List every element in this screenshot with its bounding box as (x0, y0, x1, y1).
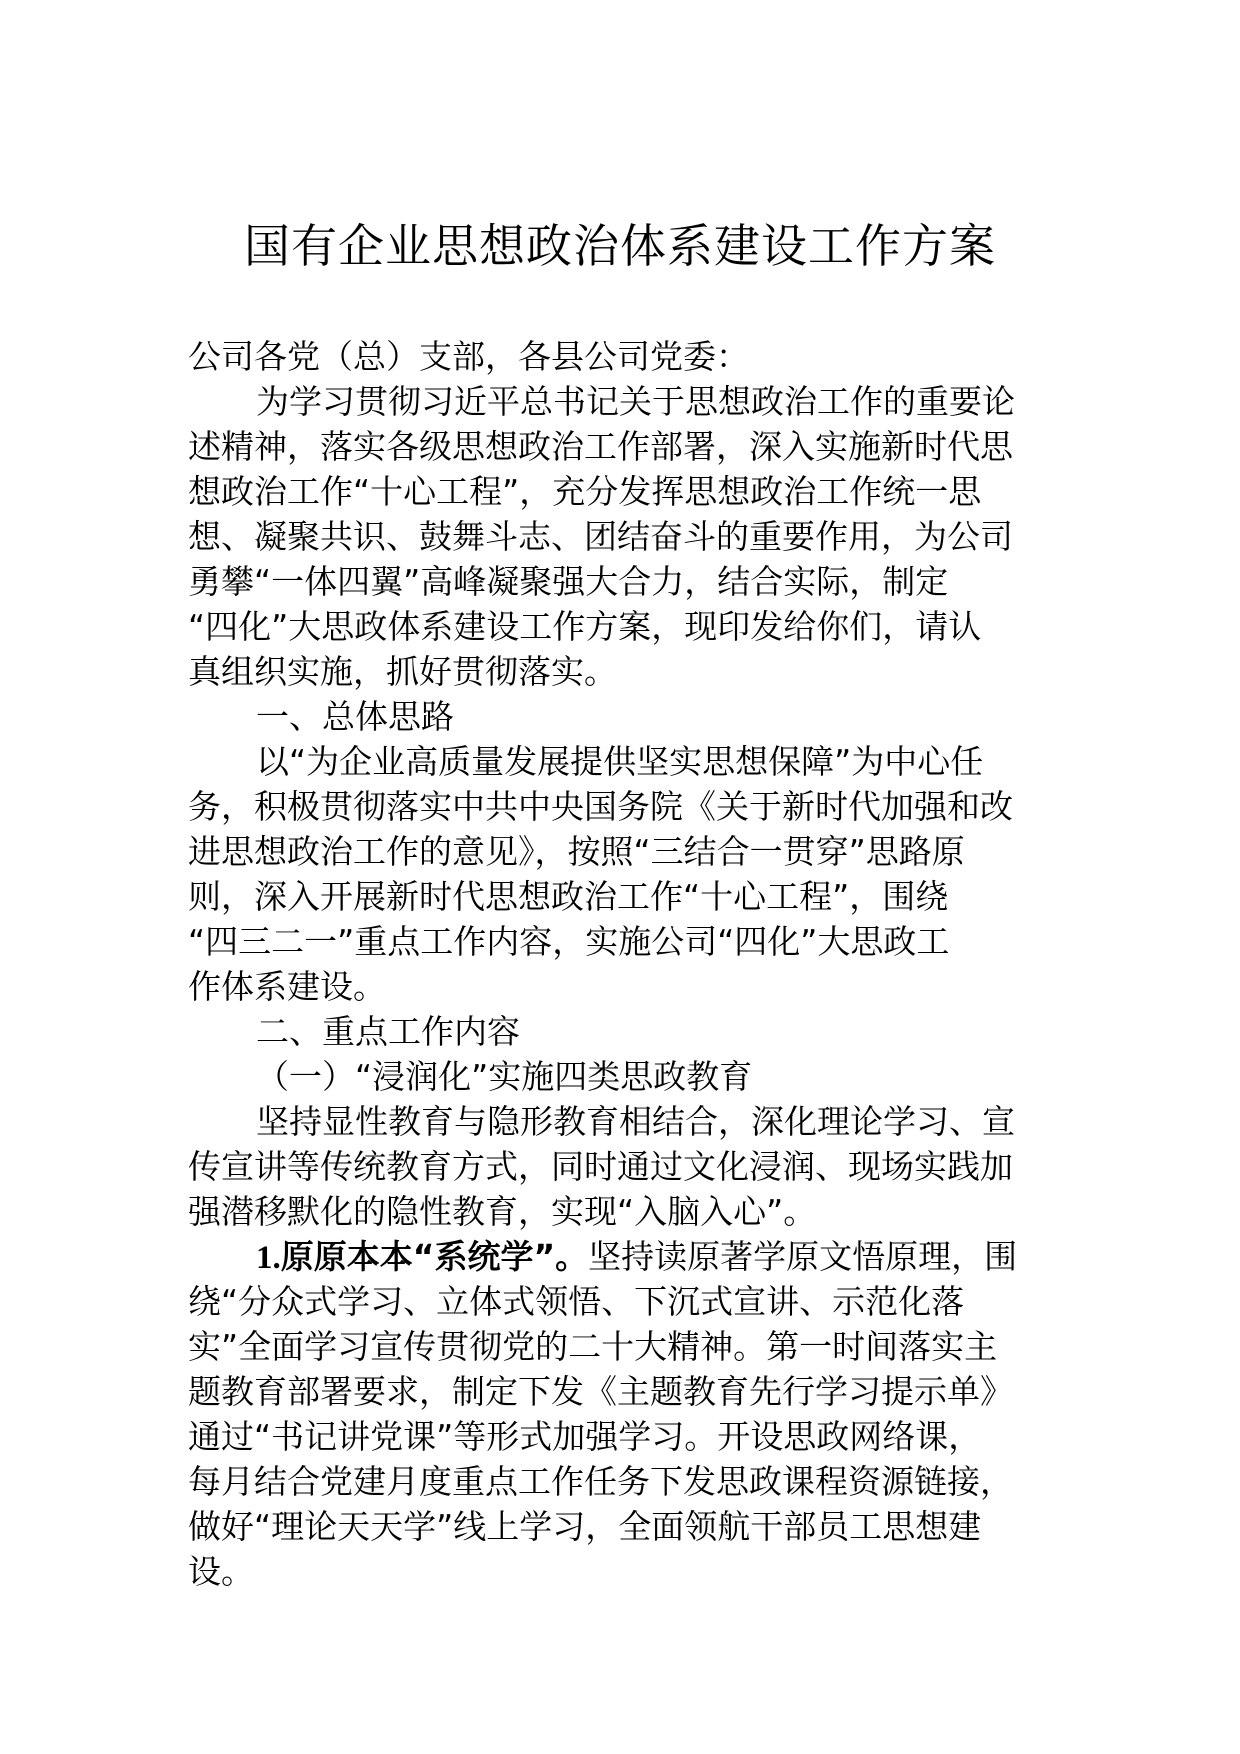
paragraph-line: 坚持显性教育与隐形教育相结合，深化理论学习、宣 (256, 1102, 1015, 1141)
paragraph-line: “四三二一”重点工作内容，实施公司“四化”大思政工 (188, 922, 950, 961)
paragraph-line: 实”全面学习宣传贯彻党的二十大精神。第一时间落实主 (188, 1327, 998, 1366)
paragraph-line: 传宣讲等传统教育方式，同时通过文化浸润、现场实践加 (188, 1147, 1013, 1186)
item-heading: 原原本本“系统学”。 (280, 1237, 589, 1276)
section-heading: 二、重点工作内容 (256, 1012, 520, 1051)
paragraph-line: 做好“理论天天学”线上学习，全面领航干部员工思想建 (188, 1507, 982, 1546)
paragraph-line: 每月结合党建月度重点工作任务下发思政课程资源链接， (188, 1462, 1013, 1501)
paragraph-line: 作体系建设。 (188, 967, 386, 1006)
paragraph-line: 进思想政治工作的意见》，按照“三结合一贯穿”思路原 (188, 832, 965, 871)
item-number: 1. (256, 1240, 281, 1276)
paragraph-line: 强潜移默化的隐性教育，实现“入脑入心”。 (188, 1192, 817, 1231)
section-heading: 一、总体思路 (256, 697, 454, 736)
paragraph-line: 务，积极贯彻落实中共中央国务院《关于新时代加强和改 (188, 787, 1013, 826)
paragraph-line: 则，深入开展新时代思想政治工作“十心工程”，围绕 (188, 877, 949, 916)
paragraph-line: 以“为企业高质量发展提供坚实思想保障”为中心任 (256, 742, 984, 781)
item-first-line (188, 1234, 1056, 1279)
paragraph-line: 述精神，落实各级思想政治工作部署，深入实施新时代思 (188, 427, 1013, 466)
paragraph-line: 勇攀“一体四翼”高峰凝聚强大合力，结合实际，制定 (188, 562, 949, 601)
paragraph-line: 想政治工作“十心工程”，充分发挥思想政治工作统一思 (188, 472, 982, 511)
subsection-heading: （一）“浸润化”实施四类思政教育 (256, 1057, 753, 1096)
paragraph-line: 设。 (188, 1552, 254, 1591)
document-body (188, 334, 1056, 1594)
paragraph-line: 想、凝聚共识、鼓舞斗志、团结奋斗的重要作用，为公司 (188, 517, 1013, 556)
paragraph-line: 绕“分众式学习、立体式领悟、下沉式宣讲、示范化落 (188, 1282, 965, 1321)
paragraph-line: 题教育部署要求，制定下发《主题教育先行学习提示单》 (188, 1372, 1013, 1411)
paragraph-line: 通过“书记讲党课”等形式加强学习。开设思政网络课， (188, 1417, 982, 1456)
paragraph-line: 为学习贯彻习近平总书记关于思想政治工作的重要论 (256, 382, 1015, 421)
paragraph-line: 真组织实施，抓好贯彻落实。 (188, 652, 617, 691)
paragraph-line: “四化”大思政体系建设工作方案，现印发给你们，请认 (188, 607, 982, 646)
salutation-line: 公司各党（总）支部，各县公司党委： (188, 337, 749, 376)
item-text: 坚持读原著学原文悟原理，围 (588, 1237, 1018, 1276)
document-title: 国有企业思想政治体系建设工作方案 (244, 219, 996, 273)
